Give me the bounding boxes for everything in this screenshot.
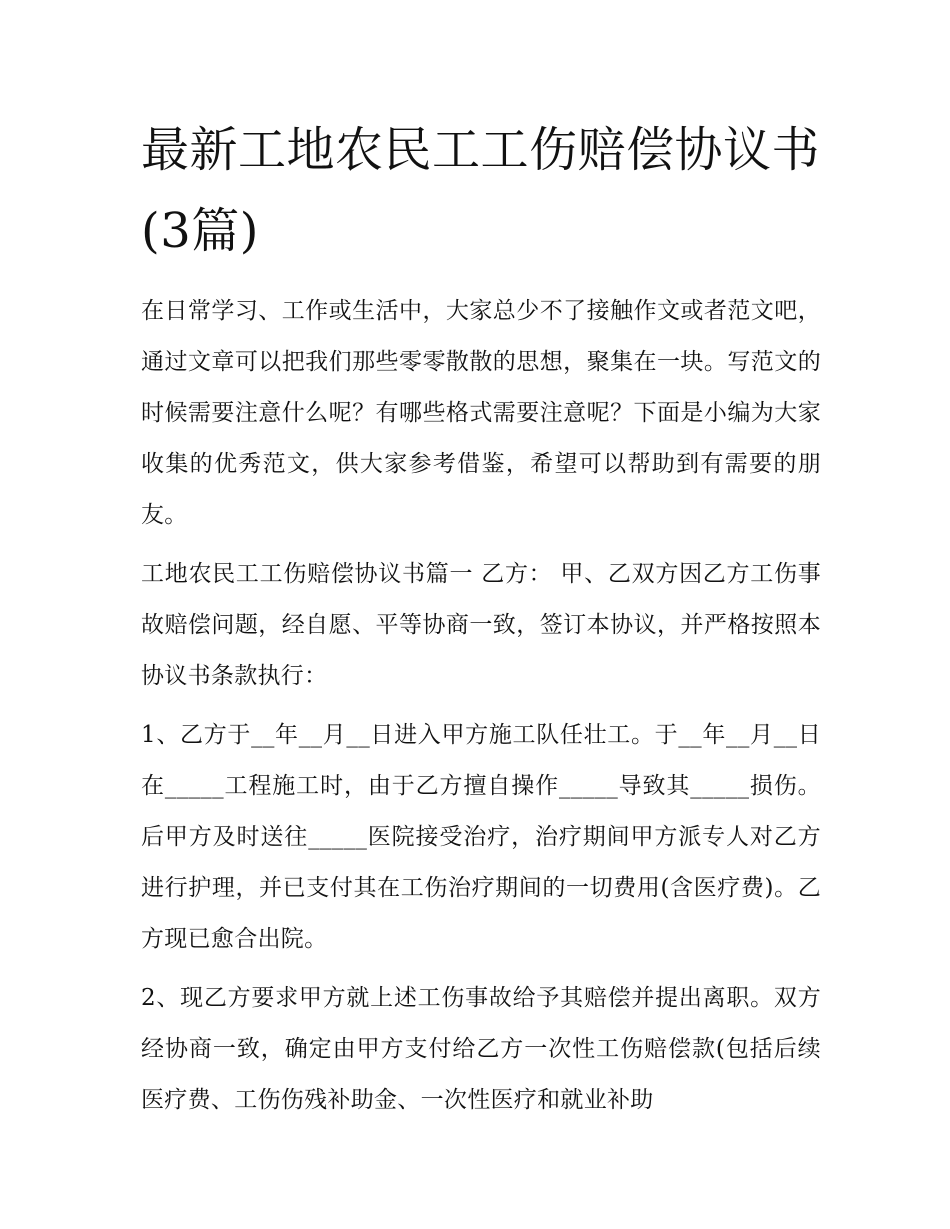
clause-2-paragraph: 2、现乙方要求甲方就上述工伤事故给予其赔偿并提出离职。双方经协商一致，确定由甲方支付给乙方一次性工伤赔偿款(包括后续医疗费、工伤伤残补助金、一次性医疗和就业补助: [141, 985, 821, 1113]
document-body: [141, 110, 821, 1126]
agreement-preamble-paragraph: 工地农民工工伤赔偿协议书篇一 乙方： 甲、乙双方因乙方工伤事故赔偿问题，经自愿、平等协商一致，签订本协议，并严格按照本协议书条款执行：: [141, 561, 821, 689]
clause-1-paragraph: 1、乙方于__年__月__日进入甲方施工队任壮工。于__年__月__日在_____工程施工时，由于乙方擅自操作_____导致其_____损伤。后甲方及时送往_____医院接受治疗，治疗期间甲方派专人对乙方进行护理，并已支付其在工伤治疗期间的一切费用(含医疗费)。乙方现已愈合出院。: [141, 722, 821, 952]
document-title: 最新工地农民工工伤赔偿协议书(3篇): [141, 122, 821, 259]
intro-paragraph: 在日常学习、工作或生活中，大家总少不了接触作文或者范文吧，通过文章可以把我们那些零零散散的思想，聚集在一块。写范文的时候需要注意什么呢？有哪些格式需要注意呢？下面是小编为大家收集的优秀范文，供大家参考借鉴，希望可以帮助到有需要的朋友。: [141, 298, 821, 528]
